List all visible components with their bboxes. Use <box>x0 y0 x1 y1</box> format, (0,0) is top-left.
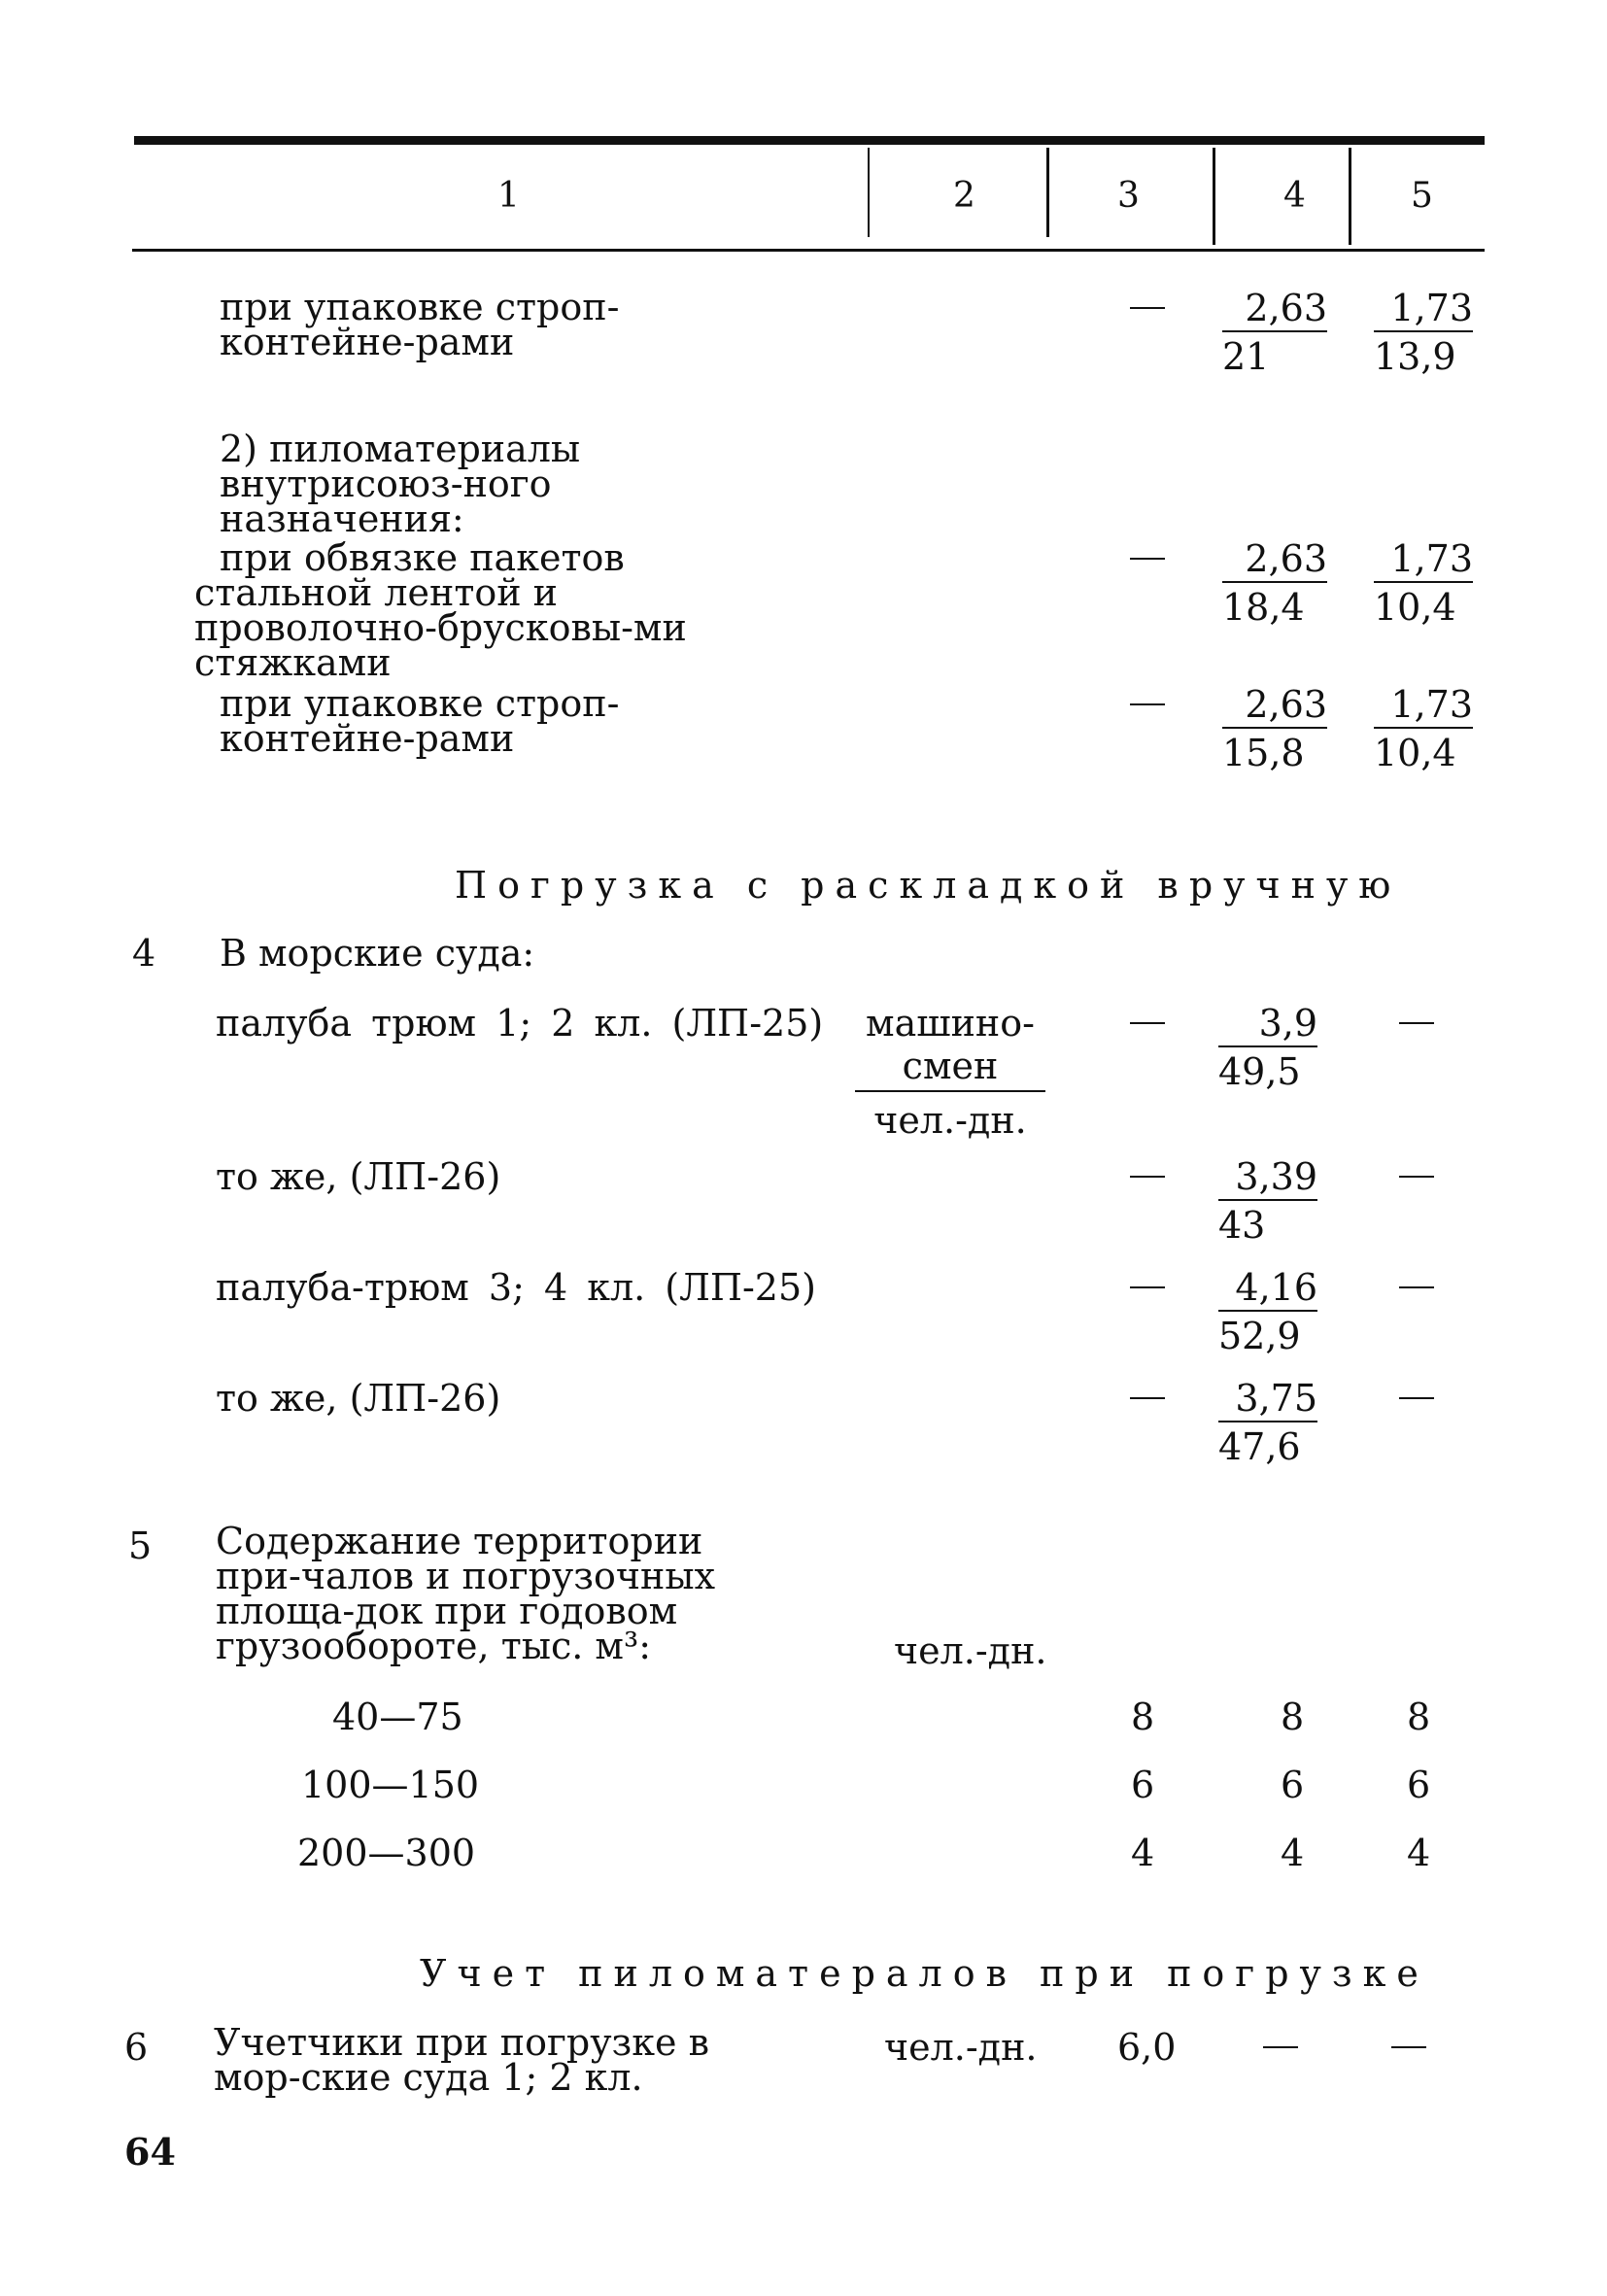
value-col-3: 6,0 <box>1117 2026 1177 2069</box>
value-col-5: 8 <box>1407 1696 1431 1738</box>
fraction-denominator: 21 <box>1222 335 1270 378</box>
header-col-1: 1 <box>497 176 520 216</box>
row-description: то же, (ЛП-26) <box>216 1377 501 1420</box>
header-divider-4 <box>1349 148 1351 245</box>
header-divider-1 <box>868 148 870 237</box>
fraction-numerator: 3,39 <box>1218 1158 1317 1201</box>
header-bottom-rule <box>132 249 1485 252</box>
fraction-col-4 <box>1218 1155 1317 1247</box>
header-col-5: 5 <box>1411 176 1433 216</box>
unit-fraction <box>855 1002 1045 1142</box>
section-title: Погрузка с раскладкой вручную <box>455 864 1402 907</box>
fraction-col-4 <box>1218 1002 1317 1093</box>
fraction-numerator: 4,16 <box>1218 1269 1317 1312</box>
fraction-col-5 <box>1374 287 1473 378</box>
dash-col-5 <box>1391 2046 1426 2048</box>
fraction-denominator: 49,5 <box>1218 1050 1301 1093</box>
fraction-numerator: 1,73 <box>1374 540 1473 583</box>
fraction-col-4 <box>1222 683 1327 774</box>
header-divider-2 <box>1046 148 1049 237</box>
unit-line-2: смен <box>855 1042 1045 1092</box>
dash-col-3 <box>1130 1022 1165 1024</box>
item-number: 4 <box>132 932 156 975</box>
fraction-denominator: 18,4 <box>1222 586 1305 629</box>
row-description: палуба-трюм 3; 4 кл. (ЛП-25) <box>216 1266 816 1309</box>
dash-col-5 <box>1399 1286 1434 1288</box>
fraction-denominator: 47,6 <box>1218 1425 1301 1468</box>
fraction-denominator: 15,8 <box>1222 732 1305 774</box>
dash-col-5 <box>1399 1022 1434 1024</box>
header-divider-3 <box>1213 148 1215 245</box>
fraction-numerator: 2,63 <box>1222 686 1327 729</box>
value-col-4: 8 <box>1281 1696 1305 1738</box>
value-col-5: 4 <box>1407 1832 1431 1874</box>
fraction-denominator: 10,4 <box>1374 732 1456 774</box>
item-number: 6 <box>124 2026 149 2069</box>
row-description: при обвязке пакетов стальной лентой и проволочно-брусковы-ми стяжками <box>194 536 687 684</box>
fraction-col-4 <box>1218 1377 1317 1468</box>
fraction-numerator: 2,63 <box>1222 540 1327 583</box>
fraction-col-5 <box>1374 537 1473 629</box>
fraction-col-4 <box>1222 287 1327 378</box>
fraction-numerator: 1,73 <box>1374 686 1473 729</box>
value-col-4: 4 <box>1281 1832 1305 1874</box>
unit-line-3: чел.-дн. <box>873 1099 1027 1142</box>
row-description: при упаковке строп-контейне-рами <box>220 682 620 760</box>
value-col-3: 4 <box>1131 1832 1155 1874</box>
item-description: Содержание территории при-чалов и погрузочных площа-док при годовом грузообороте, тыс. м³: <box>216 1520 716 1667</box>
dash-col-3 <box>1130 558 1165 560</box>
fraction-col-4 <box>1222 537 1327 629</box>
value-col-4: 6 <box>1281 1764 1305 1806</box>
header-col-3: 3 <box>1117 176 1140 216</box>
range-label: 200—300 <box>297 1832 476 1874</box>
fraction-denominator: 43 <box>1218 1204 1266 1247</box>
fraction-numerator: 1,73 <box>1374 290 1473 332</box>
header-col-2: 2 <box>953 176 975 216</box>
table-top-rule <box>134 136 1485 145</box>
dash-col-5 <box>1399 1176 1434 1178</box>
value-col-3: 6 <box>1131 1764 1155 1806</box>
fraction-numerator: 2,63 <box>1222 290 1327 332</box>
fraction-numerator: 3,9 <box>1218 1005 1317 1047</box>
dash-col-4 <box>1263 2046 1298 2048</box>
unit-label: чел.-дн. <box>884 2026 1038 2069</box>
item-number: 5 <box>128 1525 153 1567</box>
row-description: палуба трюм 1; 2 кл. (ЛП-25) <box>216 1002 824 1045</box>
value-col-5: 6 <box>1407 1764 1431 1806</box>
row-description: 2) пиломатериалы внутрисоюз-ного назначения: <box>220 428 581 540</box>
dash-col-3 <box>1130 1286 1165 1288</box>
unit-line-1: машино- <box>866 1002 1035 1045</box>
section-title: Учет пиломатерaлов при погрузке <box>420 1952 1429 1995</box>
dash-col-5 <box>1399 1397 1434 1399</box>
unit-label: чел.-дн. <box>894 1629 1047 1672</box>
fraction-col-4 <box>1218 1266 1317 1357</box>
page-number: 64 <box>124 2130 176 2174</box>
fraction-denominator: 13,9 <box>1374 335 1456 378</box>
header-col-4: 4 <box>1283 176 1306 216</box>
dash-col-3 <box>1130 1176 1165 1178</box>
dash-col-3 <box>1130 703 1165 705</box>
range-label: 40—75 <box>332 1696 463 1738</box>
range-label: 100—150 <box>301 1764 480 1806</box>
fraction-denominator: 10,4 <box>1374 586 1456 629</box>
item-title: В морские суда: <box>220 932 535 975</box>
row-description: при упаковке строп-контейне-рами <box>220 286 620 363</box>
fraction-denominator: 52,9 <box>1218 1315 1301 1357</box>
dash-col-3 <box>1130 1397 1165 1399</box>
value-col-3: 8 <box>1131 1696 1155 1738</box>
fraction-col-5 <box>1374 683 1473 774</box>
item-description: Учетчики при погрузке в мор-ские суда 1; 2 кл. <box>214 2021 709 2099</box>
row-description: то же, (ЛП-26) <box>216 1155 501 1198</box>
dash-col-3 <box>1130 307 1165 309</box>
fraction-numerator: 3,75 <box>1218 1380 1317 1422</box>
